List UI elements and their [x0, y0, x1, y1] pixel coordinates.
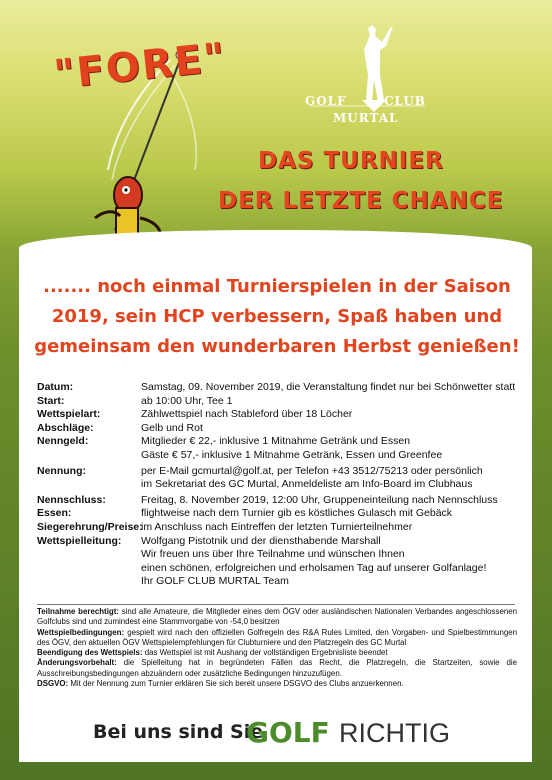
fine-print-label: Wettspielbedingungen: — [37, 627, 125, 637]
fore-graphic-text: "FORE" — [51, 34, 229, 99]
fine-print-text: sind alle Amateure, die Mitglieder eines dem ÖGV oder ausländischen Nationalen Verbandes angeschlossenen Golfclubs sind und zumindest eine Stammvorgabe von -54,0 besitzen — [37, 607, 517, 627]
detail-row — [37, 494, 517, 508]
detail-label: Essen: — [37, 507, 72, 520]
footer-golf-wordmark: GOLF — [246, 716, 330, 749]
detail-label: Nennung: — [37, 464, 86, 477]
detail-value: im Sekretariat des GC Murtal, Anmeldeliste am Info-Board im Clubhaus — [141, 478, 473, 491]
event-title-line2: DER LETZTE CHANCE — [218, 188, 504, 214]
divider — [37, 604, 515, 605]
event-title-line1: DAS TURNIER — [258, 148, 444, 174]
detail-label: Nennschluss: — [37, 493, 106, 506]
detail-row — [37, 535, 517, 589]
detail-value: Samstag, 09. November 2019, die Veranstaltung findet nur bei Schönwetter statt — [141, 381, 516, 393]
detail-label: Abschläge: — [37, 421, 94, 434]
fine-print-item — [37, 628, 517, 649]
detail-row — [37, 422, 517, 436]
detail-value: flightweise nach dem Turnier gib es köstliches Gulasch mit Gebäck — [141, 507, 453, 520]
detail-label: Datum: — [37, 381, 74, 393]
fine-print-item — [37, 679, 517, 689]
detail-value: einen schönen, erfolgreichen und erholsamen Tag auf unserer Golfanlage! — [141, 561, 487, 574]
fine-print-text: die Spielleitung hat in begründeten Fällen das Recht, die Platzregeln, die Startzeiten, sowie die Ausschreibungsbedingungen abzuändern oder zusätzliche Bedingungen hinzuzufügen. — [37, 658, 517, 678]
detail-value: Wir freuen uns über Ihre Teilnahme und wünschen Ihnen — [141, 548, 405, 561]
detail-value: per E-Mail gcmurtal@golf.at, per Telefon +43 3512/75213 oder persönlich — [141, 464, 483, 477]
event-details — [37, 381, 517, 589]
detail-row — [37, 381, 517, 395]
fine-print-item — [37, 607, 517, 628]
logo-murtal-text: MURTAL — [333, 111, 399, 125]
logo-golf-text: GOLF — [305, 94, 347, 108]
detail-value: Freitag, 8. November 2019, 12:00 Uhr, Gruppeneinteilung nach Nennschluss — [141, 493, 498, 506]
detail-label: Wettspielleitung: — [37, 534, 122, 547]
fine-print-label: Teilnahme berechtigt: — [37, 607, 119, 616]
detail-row — [37, 408, 517, 422]
detail-value: Wolfgang Pistotnik und der diensthabende Marshall — [141, 534, 381, 547]
fine-print-text: Mit der Nennung zum Turnier erklären Sie sich bereit unsere DSGVO des Clubs anzuerkennen. — [68, 679, 404, 689]
fine-print-item — [37, 658, 517, 679]
detail-value: Mitglieder € 22,- inklusive 1 Mitnahme Getränk und Essen — [141, 435, 411, 448]
detail-value: Gäste € 57,- inklusive 1 Mitnahme Getränk, Essen und Greenfee — [141, 448, 443, 461]
detail-row — [37, 507, 517, 521]
footer-slogan — [93, 715, 473, 755]
logo-club-text: CLUB — [384, 94, 426, 108]
intro-text — [28, 272, 526, 362]
detail-value: im Anschluss nach Eintreffen der letzten Turnierteilnehmer — [141, 520, 413, 533]
detail-row — [37, 521, 517, 535]
fine-print-label: DSGVO: — [37, 679, 69, 689]
detail-value: Gelb und Rot — [141, 421, 203, 434]
detail-row — [37, 395, 517, 409]
fine-print — [37, 607, 517, 689]
detail-label: Siegerehrung/Preise: — [37, 520, 143, 533]
fine-print-text: das Wettspiel ist mit Aushang der vollständigen Ergebnisliste beendet — [142, 648, 388, 658]
detail-value: Ihr GOLF CLUB MURTAL Team — [141, 575, 289, 588]
detail-row — [37, 465, 517, 492]
intro-line-2: 2019, sein HCP verbessern, Spaß haben und — [51, 306, 503, 327]
footer-richtig-wordmark: RICHTIG — [339, 718, 450, 748]
fine-print-item — [37, 648, 517, 658]
intro-line-1: ....... noch einmal Turnierspielen in der Saison — [43, 276, 511, 297]
detail-row — [37, 435, 517, 462]
fine-print-label: Änderungsvorbehalt: — [37, 658, 117, 668]
fine-print-label: Beendigung des Wettspiels: — [37, 648, 143, 658]
intro-line-3: gemeinsam den wunderbaren Herbst genießen! — [34, 336, 520, 357]
detail-value: ab 10:00 Uhr, Tee 1 — [141, 394, 233, 407]
detail-label: Start: — [37, 394, 65, 407]
footer-text: Bei uns sind Sie — [93, 721, 264, 743]
detail-label: Nenngeld: — [37, 435, 89, 448]
detail-label: Wettspielart: — [37, 408, 101, 421]
detail-value: Zählwettspiel nach Stableford über 18 Löcher — [141, 408, 353, 421]
fine-print-text: gespielt wird nach den offiziellen Golfregeln des R&A Rules Limited, den Vorgaben- und Spielbestimmungen des ÖGV, den aktuellen ÖGV Wettspielempfehlungen für Clubturniere und den Platzregeln des GC Murtal — [37, 627, 517, 647]
